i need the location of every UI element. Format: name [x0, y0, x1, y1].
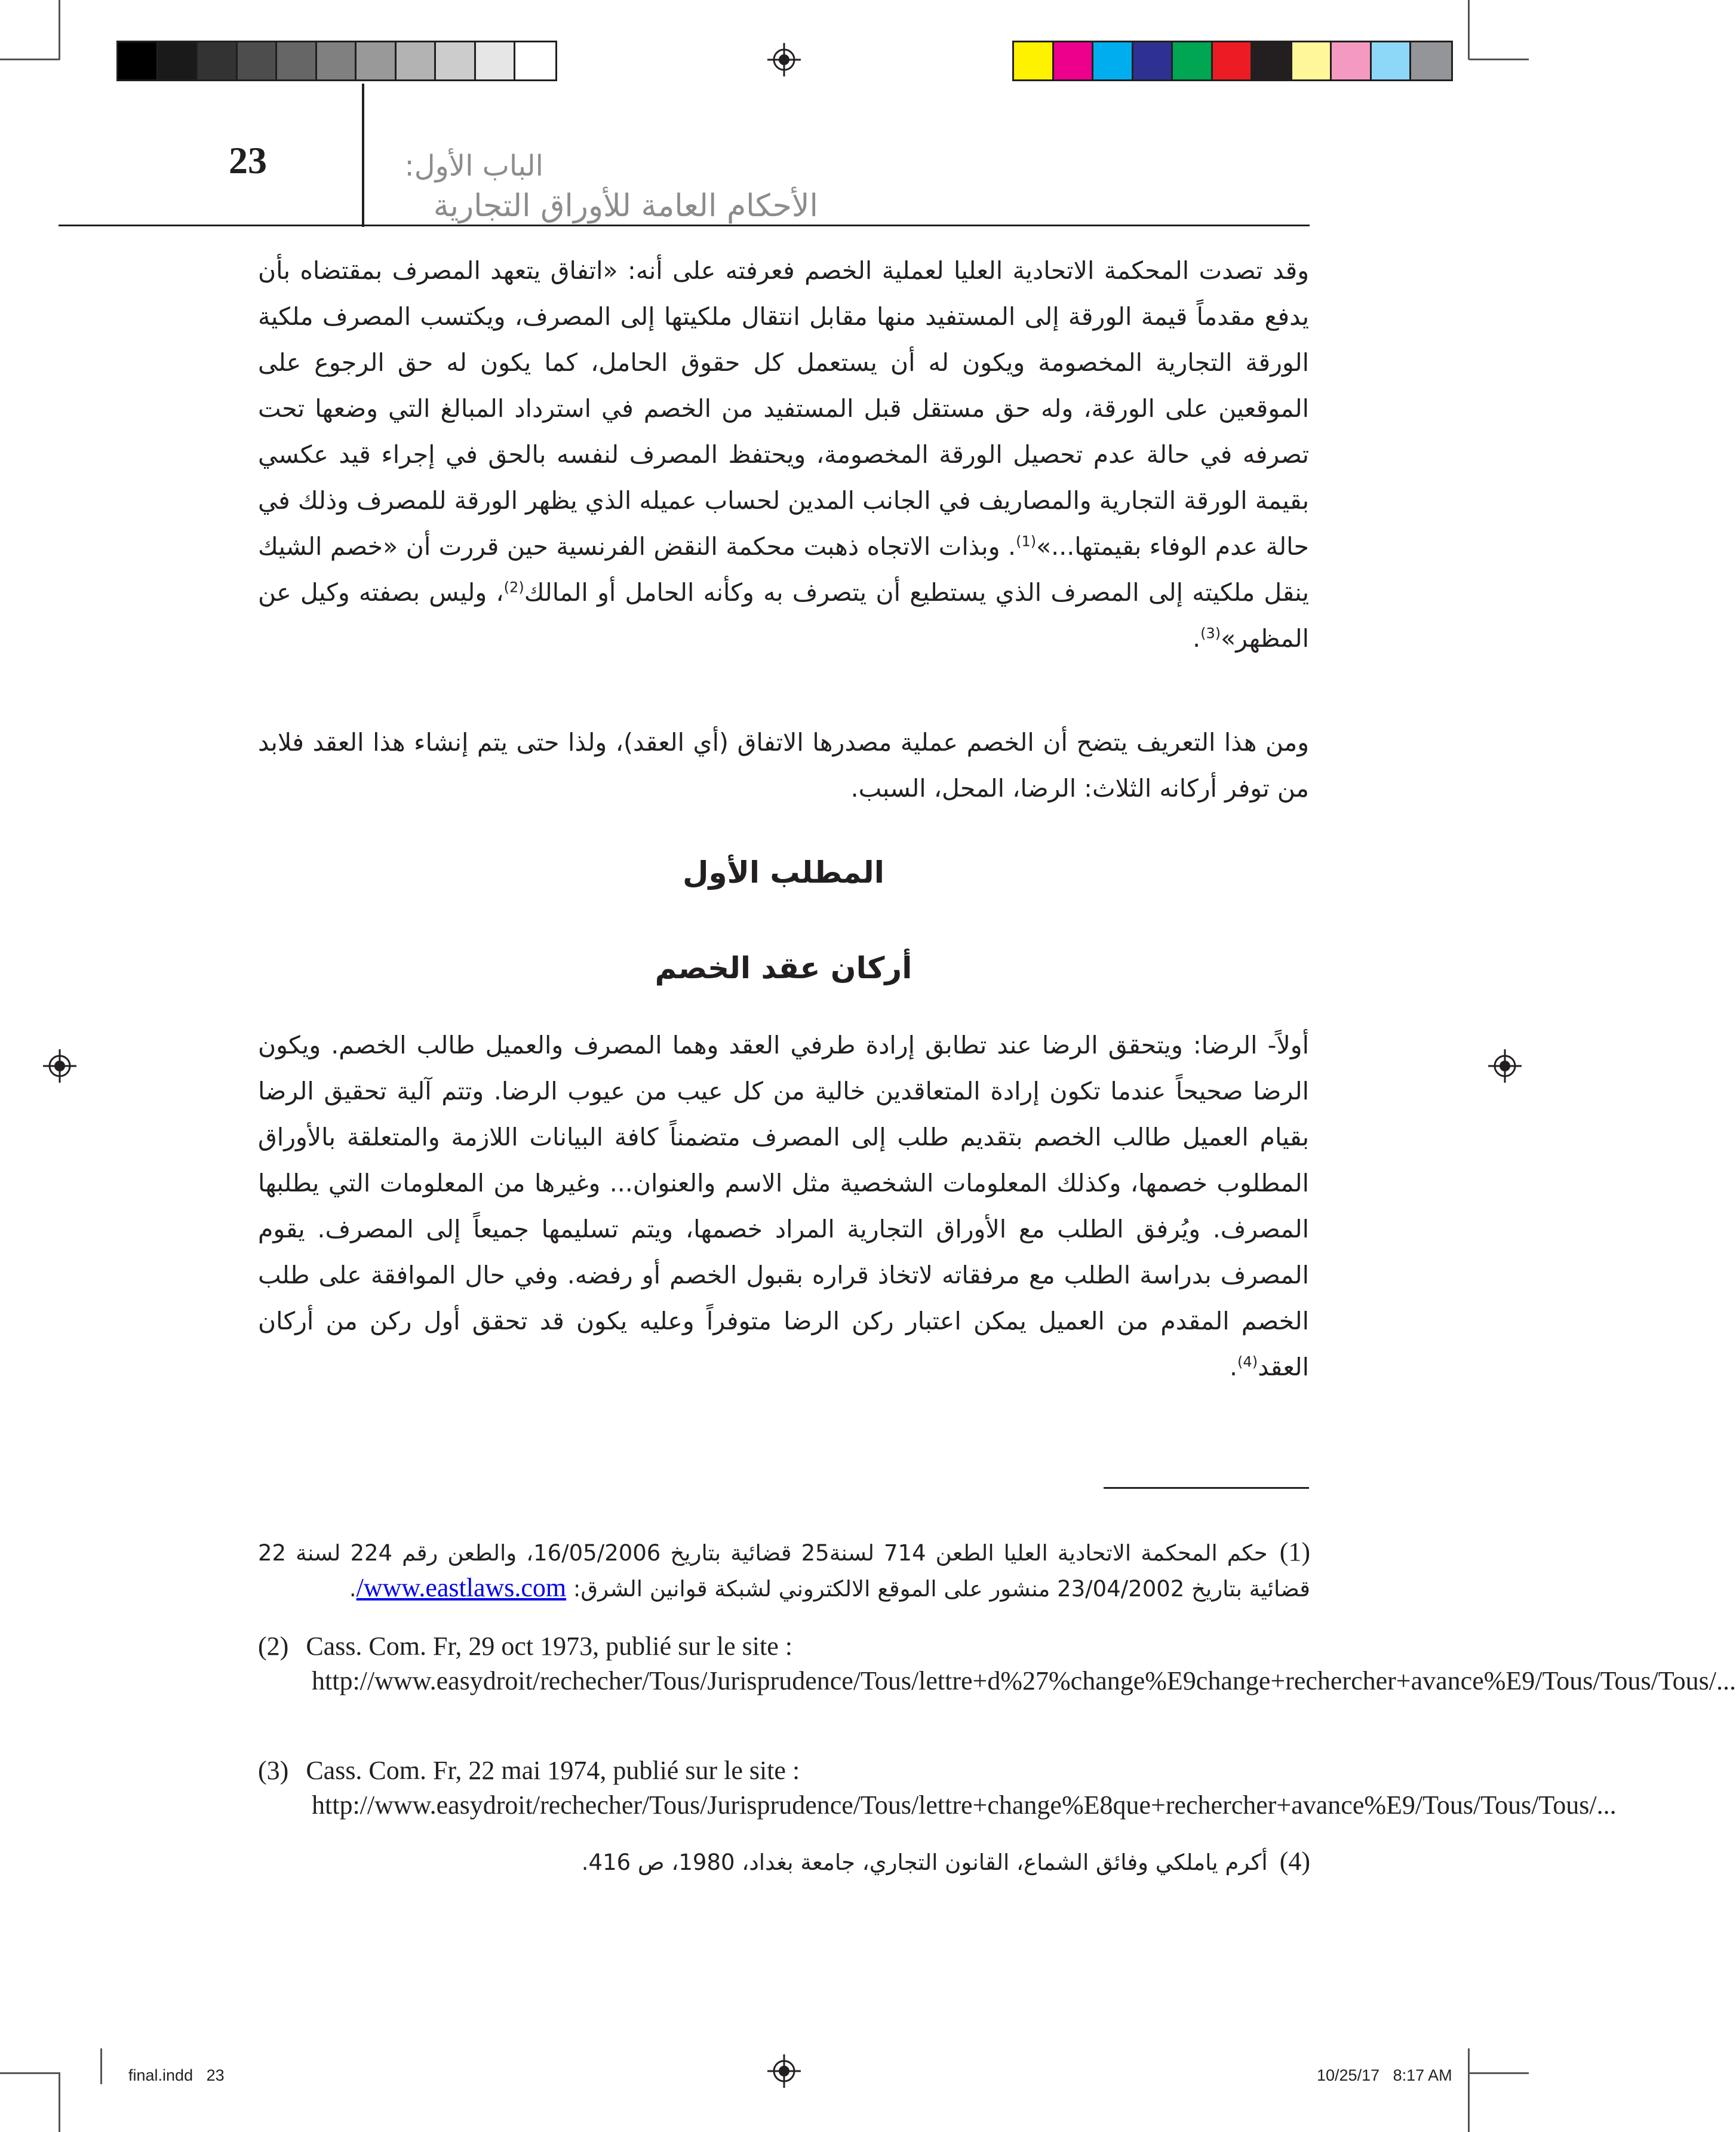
header-rule	[59, 225, 1310, 226]
color-swatch	[1054, 42, 1094, 79]
footnote-text: Cass. Com. Fr, 22 mai 1974, publié sur le site : http://www.easydroit/rechecher/Tous/Jurisprudence/Tous/lettre+change%E8que+rechercher+avance%E9/Tous/Tous/Tous/...	[306, 1756, 1617, 1820]
color-swatch	[1252, 42, 1292, 79]
paragraph-text: . وبذات الاتجاه ذهبت محكمة النقض الفرنسية حين قررت أن «خصم الشيك ينقل ملكيته إلى المصرف الذي يستطيع أن يتصرف به وكأنه الحامل أو المالك	[258, 532, 1309, 607]
color-swatch	[238, 42, 278, 79]
chapter-title: الباب الأول:	[404, 149, 543, 183]
crop-mark	[0, 2072, 60, 2074]
color-swatch	[1014, 42, 1054, 79]
crop-mark	[59, 0, 60, 60]
footnote-reference[interactable]: (1)	[1016, 533, 1037, 550]
footnote-reference[interactable]: (2)	[503, 579, 524, 596]
color-swatch	[1093, 42, 1133, 79]
body-paragraph	[258, 248, 1309, 662]
crop-mark	[1468, 0, 1470, 60]
crop-mark	[1468, 2048, 1470, 2084]
color-swatch	[158, 42, 198, 79]
crop-mark	[100, 2048, 102, 2084]
registration-mark-icon	[767, 2054, 801, 2088]
page-number: 23	[229, 139, 267, 182]
footnote-1	[258, 1535, 1310, 1606]
color-swatch	[198, 42, 238, 79]
footnote-4	[258, 1844, 1310, 1880]
footnote-number: (4)	[1279, 1847, 1310, 1876]
color-swatch	[436, 42, 476, 79]
body-paragraph: ومن هذا التعريف يتضح أن الخصم عملية مصدرها الاتفاق (أي العقد)، ولذا حتى يتم إنشاء هذا العقد فلابد من توفر أركانه الثلاث: الرضا، المحل، السبب.	[258, 728, 1309, 803]
body-paragraph	[258, 1022, 1309, 1390]
color-swatch	[1372, 42, 1412, 79]
color-swatch	[1292, 42, 1332, 79]
footnote-rule	[1104, 1487, 1309, 1489]
color-swatch	[1332, 42, 1372, 79]
process-color-bar	[1012, 41, 1453, 81]
registration-mark-icon	[43, 1049, 76, 1083]
footnote-2	[258, 1629, 1736, 1698]
color-swatch	[1173, 42, 1213, 79]
crop-mark	[1469, 2072, 1529, 2074]
paragraph-text: وقد تصدت المحكمة الاتحادية العليا لعملية الخصم فعرفته على أنه: «اتفاق يتعهد المصرف بمقتضاه بأن يدفع مقدماً قيمة الورقة إلى المستفيد منها مقابل انتقال ملكيتها إلى المصرف، ويكتسب المصرف ملكية الورقة التجارية المخصومة ويكون له أن يستعمل كل حقوق الحامل، كما يكون له حق الرجوع على الموقعين على الورقة، وله حق مستقل قبل المستفيد من الخصم في استرداد المبالغ التي وضعها تحت تصرفه في حالة عدم تحصيل الورقة المخصومة، ويحتفظ المصرف لنفسه بالحق في إجراء قيد عكسي بقيمة الورقة التجارية والمصاريف في الجانب المدين لحساب عميله الذي يظهر الورقة للمصرف وذلك في حالة عدم الوفاء بقيمتها...»	[258, 256, 1309, 561]
slug-datetime: 10/25/17 8:17 AM	[1317, 2066, 1452, 2084]
footnote-number: (3)	[258, 1756, 289, 1785]
grayscale-color-bar	[116, 41, 557, 81]
color-swatch	[357, 42, 397, 79]
color-swatch	[317, 42, 357, 79]
color-swatch	[515, 42, 555, 79]
footnote-3	[258, 1753, 1617, 1823]
section-subheading: أركان عقد الخصم	[655, 951, 912, 985]
paragraph-text: .	[1193, 624, 1201, 653]
crop-mark	[59, 2072, 60, 2132]
chapter-subtitle: الأحكام العامة للأوراق التجارية	[433, 188, 818, 224]
footnote-text: Cass. Com. Fr, 29 oct 1973, publié sur le site : http://www.easydroit/rechecher/Tous/Jurisprudence/Tous/lettre+d%27%change%E9change+rechercher+avance%E9/Tous/Tous/Tous/...	[306, 1632, 1736, 1695]
slug-filename: final.indd 23	[128, 2066, 225, 2084]
color-swatch	[1213, 42, 1253, 79]
paragraph-text: ، وليس بصفته وكيل عن المظهر»	[258, 578, 1309, 653]
footnote-number: (1)	[1279, 1537, 1310, 1566]
registration-mark-icon	[1488, 1049, 1522, 1083]
crop-mark	[1469, 59, 1529, 60]
footnote-text: أكرم ياملكي وفائق الشماع، القانون التجاري، جامعة بغداد، 1980، ص 416.	[581, 1850, 1268, 1875]
section-heading: المطلب الأول	[683, 855, 884, 890]
crop-mark	[0, 59, 60, 60]
color-swatch	[118, 42, 158, 79]
footnote-number: (2)	[258, 1632, 289, 1661]
color-swatch	[476, 42, 516, 79]
color-swatch	[1133, 42, 1173, 79]
eastlaws-link[interactable]: www.eastlaws.com/	[356, 1573, 567, 1602]
footnote-text: .	[349, 1576, 357, 1602]
header-divider	[362, 84, 364, 227]
footnote-reference[interactable]: (4)	[1237, 1353, 1258, 1371]
footnote-text: حكم المحكمة الاتحادية العليا الطعن 714 لسنة25 قضائية بتاريخ 16/05/2006، والطعن رقم 224 لسنة 22 قضائية بتاريخ 23/04/2002 منشور على الموقع الالكتروني لشبكة قوانين الشرق:	[258, 1540, 1310, 1602]
footnote-reference[interactable]: (3)	[1200, 625, 1221, 642]
paragraph-text: أولاً- الرضا: ويتحقق الرضا عند تطابق إرادة طرفي العقد وهما المصرف والعميل طالب الخصم. ويكون الرضا صحيحاً عندما تكون إرادة المتعاقدين خالية من كل عيب من عيوب الرضا. وتتم آلية تحقيق الرضا بقيام العميل طالب الخصم بتقديم طلب إلى المصرف متضمناً كافة البيانات اللازمة والمتعلقة بالأوراق المطلوب خصمها، وكذلك المعلومات الشخصية مثل الاسم والعنوان... وغيرها من المعلومات التي يطلبها المصرف. ويُرفق الطلب مع الأوراق التجارية المراد خصمها، ويتم تسليمها جميعاً إلى المصرف. يقوم المصرف بدراسة الطلب مع مرفقاته لاتخاذ قراره بقبول الخصم أو رفضه. وفي حال الموافقة على طلب الخصم المقدم من العميل يمكن اعتبار ركن الرضا متوفراً وعليه يكون قد تحقق أول ركن من أركان العقد	[258, 1031, 1309, 1381]
registration-mark-icon	[767, 43, 801, 76]
color-swatch	[277, 42, 317, 79]
color-swatch	[1411, 42, 1451, 79]
color-swatch	[397, 42, 437, 79]
paragraph-text: .	[1229, 1353, 1238, 1381]
